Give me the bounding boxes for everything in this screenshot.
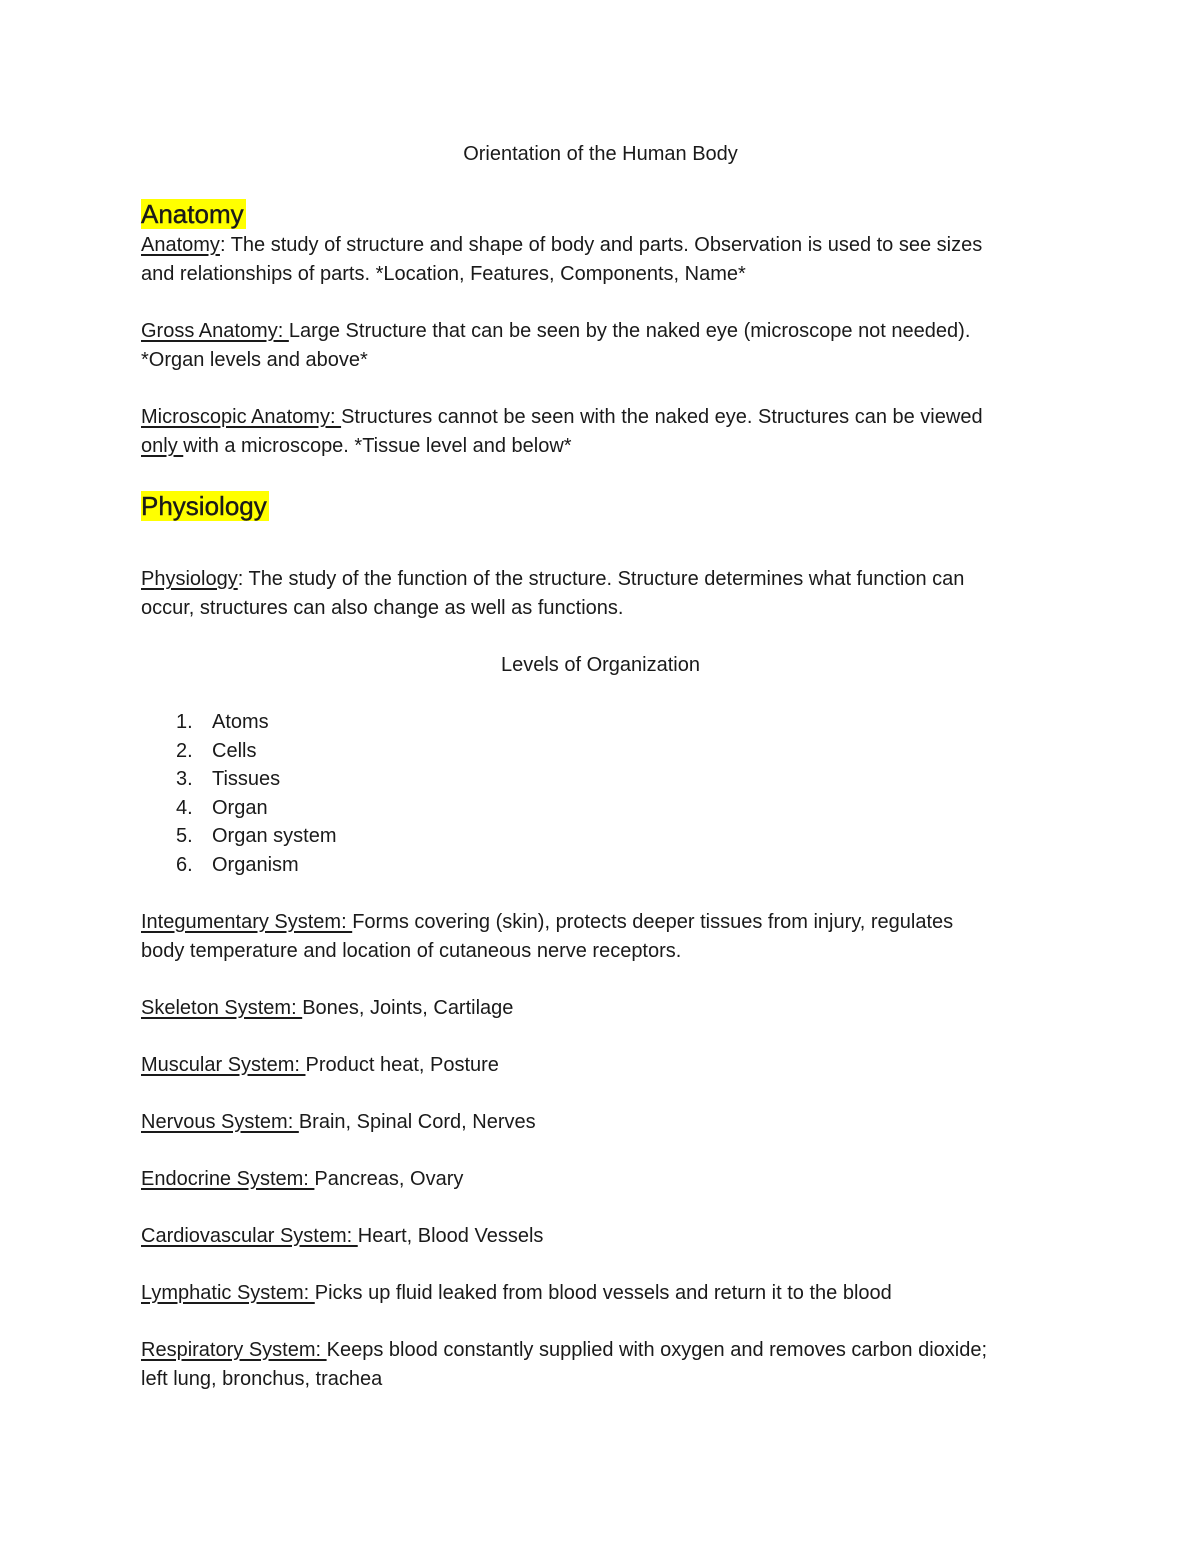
anatomy-heading: [141, 197, 1060, 231]
list-item: Organism: [212, 853, 299, 876]
gross-anatomy-term: Gross Anatomy:: [141, 320, 289, 342]
gross-anatomy-line-2: *Organ levels and above*: [141, 349, 368, 371]
integumentary-term: Integumentary System:: [141, 910, 353, 933]
skeleton-term: Skeleton System:: [141, 996, 303, 1019]
respiratory-line-1: Keeps blood constantly supplied with oxygen and removes carbon dioxide;: [326, 1338, 988, 1361]
skeleton-system: [141, 994, 1060, 1023]
anatomy-heading-text: Anatomy: [141, 199, 244, 229]
only-emphasis: only: [141, 435, 184, 457]
nervous-system: [141, 1108, 1060, 1137]
gross-anatomy-line-1: Large Structure that can be seen by the naked eye (microscope not needed).: [288, 320, 971, 342]
document-title: Orientation of the Human Body: [463, 143, 738, 165]
skeleton-line: Bones, Joints, Cartilage: [302, 996, 514, 1019]
levels-heading: Levels of Organization: [500, 654, 700, 676]
anatomy-definition-line-2: and relationships of parts. *Location, Features, Components, Name*: [141, 263, 746, 285]
microscopic-anatomy-line-1: Structures cannot be seen with the naked eye. Structures can be viewed: [341, 406, 983, 428]
lymphatic-system: [141, 1279, 1060, 1308]
microscopic-anatomy-line-2: with a microscope. *Tissue level and below*: [183, 435, 572, 457]
microscopic-anatomy-term: Microscopic Anatomy:: [141, 406, 342, 428]
microscopic-anatomy-definition: [141, 403, 1060, 461]
endocrine-line: Pancreas, Ovary: [314, 1167, 464, 1190]
muscular-term: Muscular System:: [141, 1053, 306, 1076]
muscular-line: Product heat, Posture: [305, 1053, 499, 1076]
respiratory-line-2: left lung, bronchus, trachea: [141, 1367, 383, 1390]
anatomy-definition: [141, 231, 1060, 289]
physiology-definition: [141, 565, 1060, 623]
physiology-heading-text: Physiology: [141, 491, 267, 521]
respiratory-term: Respiratory System:: [141, 1338, 327, 1361]
respiratory-system: [141, 1336, 1060, 1394]
anatomy-term: Anatomy: [141, 234, 220, 256]
endocrine-term: Endocrine System:: [141, 1167, 315, 1190]
muscular-system: [141, 1051, 1060, 1080]
list-item: Tissues: [212, 768, 281, 791]
physiology-line-1: : The study of the function of the structure. Structure determines what function can: [237, 568, 965, 590]
lymphatic-term: Lymphatic System:: [141, 1281, 315, 1304]
lymphatic-line: Picks up fluid leaked from blood vessels and return it to the blood: [314, 1281, 892, 1304]
physiology-heading: [141, 489, 1060, 523]
list-item: Organ system: [212, 825, 337, 848]
integumentary-system: [141, 908, 1060, 966]
physiology-term: Physiology: [141, 568, 238, 590]
nervous-term: Nervous System:: [141, 1110, 299, 1133]
cardiovascular-line: Heart, Blood Vessels: [357, 1224, 544, 1247]
levels-list: [141, 708, 1060, 880]
endocrine-system: [141, 1165, 1060, 1194]
cardiovascular-term: Cardiovascular System:: [141, 1224, 358, 1247]
list-item: Organ: [212, 796, 268, 819]
gross-anatomy-definition: [141, 317, 1060, 375]
nervous-line: Brain, Spinal Cord, Nerves: [298, 1110, 536, 1133]
cardiovascular-system: [141, 1222, 1060, 1251]
list-item: Atoms: [212, 711, 269, 733]
physiology-line-2: occur, structures can also change as well as functions.: [141, 597, 624, 619]
integumentary-line-1: Forms covering (skin), protects deeper tissues from injury, regulates: [352, 910, 954, 933]
integumentary-line-2: body temperature and location of cutaneous nerve receptors.: [141, 939, 682, 962]
anatomy-definition-line-1: : The study of structure and shape of body and parts. Observation is used to see sizes: [219, 234, 983, 256]
list-item: Cells: [212, 739, 257, 762]
